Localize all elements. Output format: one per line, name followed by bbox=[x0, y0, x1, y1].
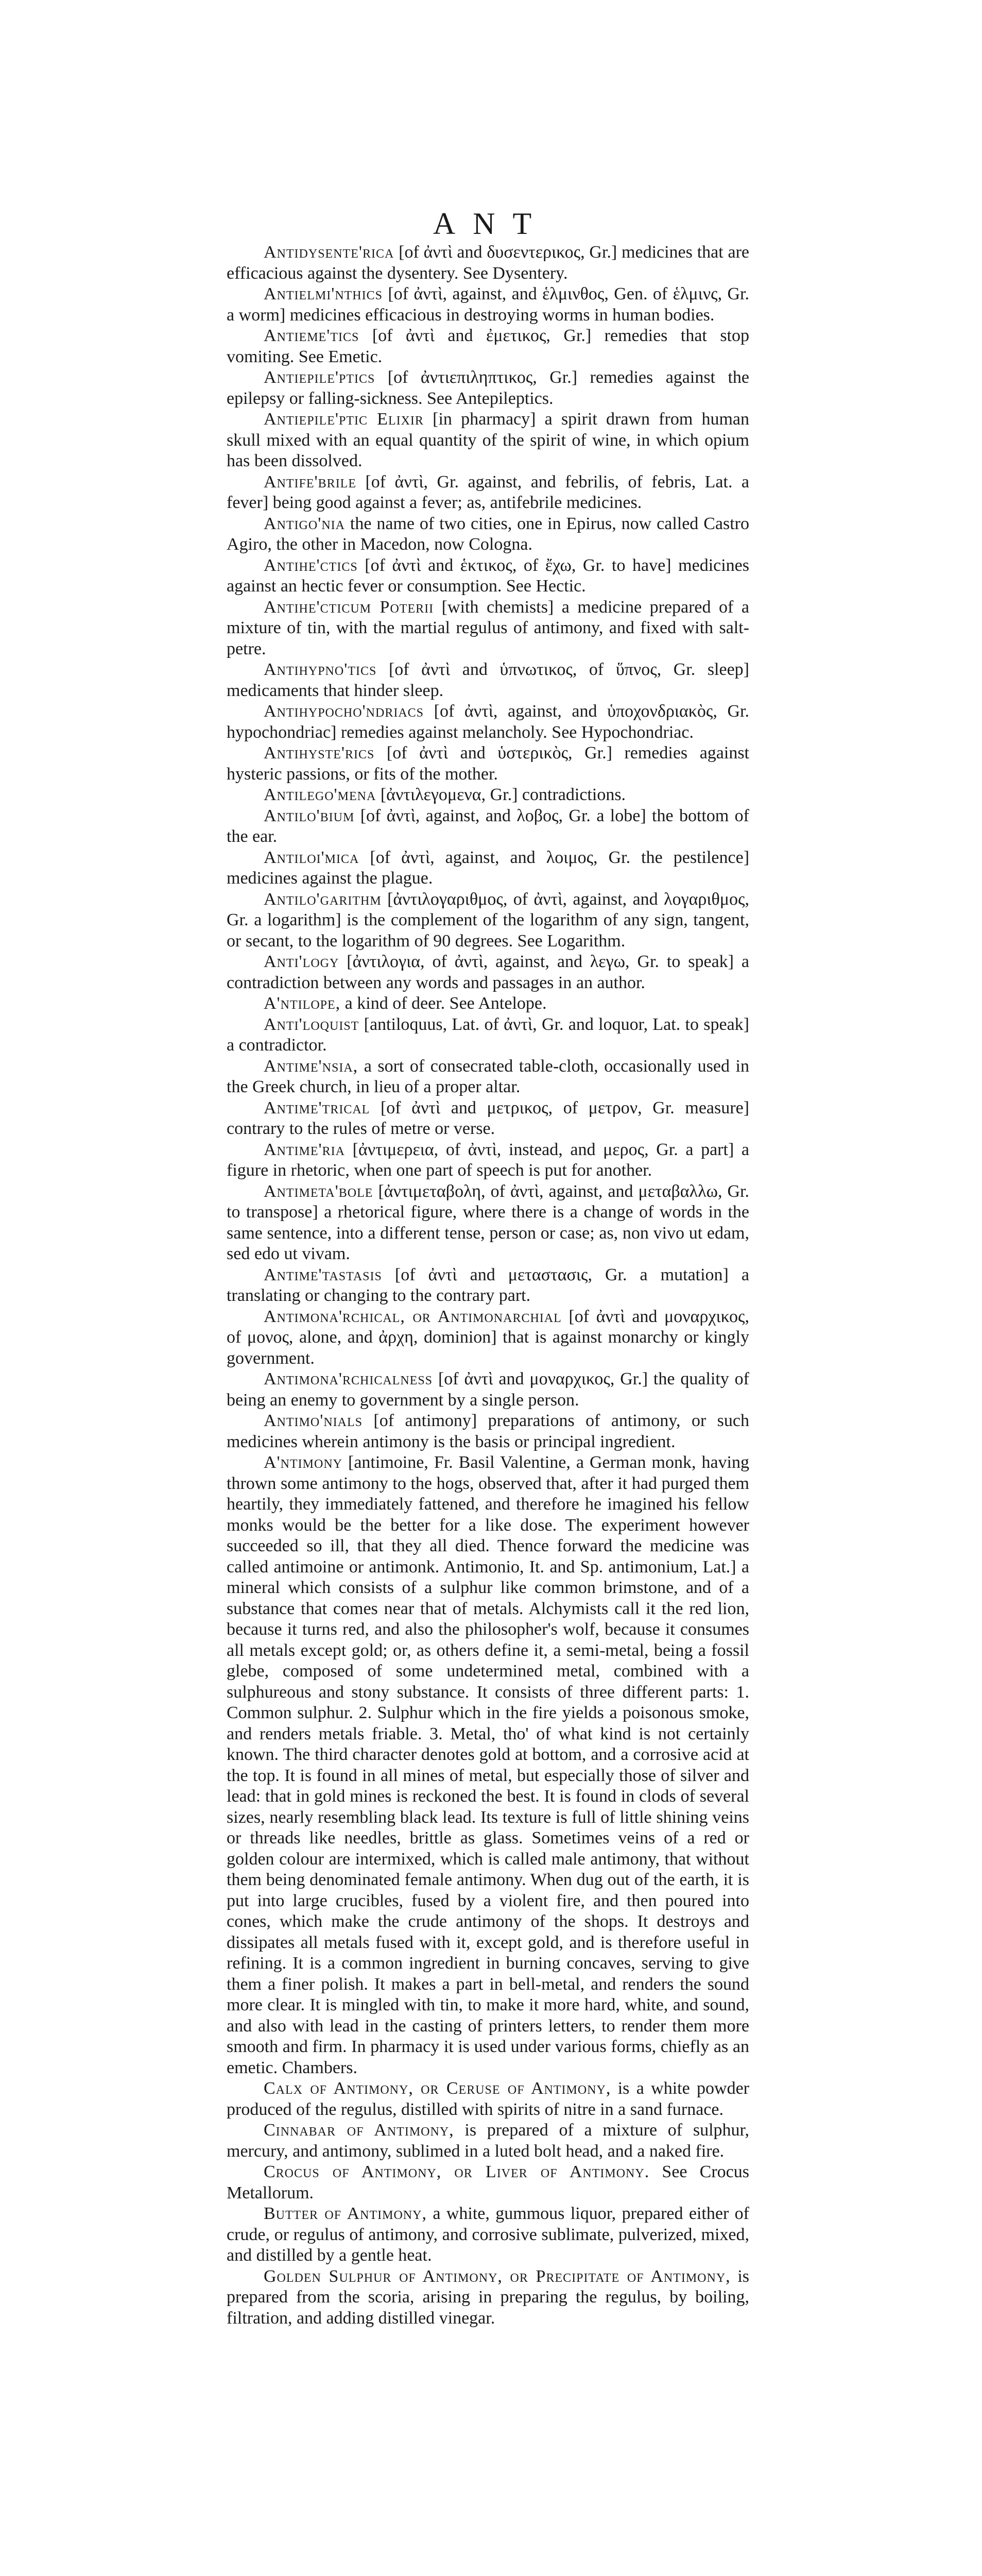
entry-definition: [ἀντιμερεια, of ἀντὶ, instead, and μερος, Gr. a part] a figure in rhetoric, when one part of speech is put for another. bbox=[227, 1140, 750, 1180]
entry-headword: Antime'ria bbox=[264, 1140, 345, 1159]
entry-headword: Crocus of Antimony, or Liver of Antimony. bbox=[264, 2162, 650, 2181]
entry-definition: [of ἀντὶ, against, and λοβος, Gr. a lobe] the bottom of the ear. bbox=[227, 806, 750, 846]
entry-headword: Antiepile'ptic Elixir bbox=[264, 410, 424, 429]
dictionary-entry bbox=[227, 367, 749, 409]
entry-definition: [antiloquus, Lat. of ἀντὶ, Gr. and loquor, Lat. to speak] a contradictor. bbox=[227, 1014, 750, 1055]
dictionary-entry bbox=[227, 472, 749, 514]
dictionary-entry bbox=[227, 2204, 749, 2266]
entry-definition: [of ἀντὶ and μοναρχικος, of μονος, alone, and ἀρχη, dominion] that is against monarchy or kingly government. bbox=[227, 1307, 750, 1368]
entry-definition: [ἀντιμεταβολη, of ἀντὶ, against, and μεταβαλλω, Gr. to transpose] a rhetorical figure, where there is a change of words in the same sentence, into a different tense, person or case; as, non vivo ut edam, sed edo ut vivam. bbox=[227, 1181, 750, 1263]
dictionary-entry bbox=[227, 2120, 749, 2162]
dictionary-entry bbox=[227, 1056, 749, 1098]
entry-definition: [ἀντιλογια, of ἀντὶ, against, and λεγω, Gr. to speak] a contradiction between any words and passages in an author. bbox=[227, 952, 749, 992]
dictionary-entry bbox=[227, 1140, 749, 1181]
entry-headword: Cinnabar of Antimony, bbox=[264, 2121, 454, 2140]
dictionary-entry bbox=[227, 1014, 749, 1056]
entry-definition: [of ἀντὶ and δυσεντερικος, Gr.] medicines that are efficacious against the dysentery. See Dysentery. bbox=[227, 243, 750, 283]
dictionary-entry bbox=[227, 2162, 749, 2204]
entry-definition: [of ἀντὶ and μεταστασις, Gr. a mutation] a translating or changing to the contrary part. bbox=[227, 1265, 750, 1305]
entry-headword: Antime'tastasis bbox=[264, 1265, 382, 1284]
entry-headword: Antimona'rchical, or Antimonarchial bbox=[264, 1307, 562, 1326]
entry-definition: is prepared from the scoria, arising in preparing the regulus, by boiling, filtration, and adding distilled vinegar. bbox=[227, 2266, 750, 2328]
text-column bbox=[227, 242, 749, 2329]
entry-definition: [ἀντιλογαριθμος, of ἀντὶ, against, and λογαριθμος, Gr. a logarithm] is the complement of the logarithm of any sign, tangent, or secant, to the logarithm of 90 degrees. See Logarithm. bbox=[227, 889, 750, 951]
dictionary-entry bbox=[227, 952, 749, 993]
entry-definition: [of antimony] preparations of antimony, or such medicines wherein antimony is the basis or principal ingredient. bbox=[227, 1411, 749, 1451]
dictionary-entry bbox=[227, 848, 749, 889]
entry-definition: [of ἀντὶ, against, and λοιμος, Gr. the pestilence] medicines against the plague. bbox=[227, 848, 750, 888]
dictionary-entry bbox=[227, 284, 749, 326]
dictionary-entry bbox=[227, 2078, 749, 2120]
entry-definition: [of ἀντὶ and μοναρχικος, Gr.] the quality of being an enemy to government by a single person. bbox=[227, 1369, 749, 1410]
entry-headword: Calx of Antimony, or Ceruse of Antimony, bbox=[264, 2079, 611, 2098]
entry-definition: [of ἀντὶ, Gr. against, and febrilis, of febris, Lat. a fever] being good against a fever; as, antifebrile medicines. bbox=[227, 472, 749, 512]
entry-headword: Golden Sulphur of Antimony, or Precipitate of Antimony, bbox=[264, 2266, 731, 2286]
entry-definition: [of ἀντὶ and ὑπνωτικος, of ὕπνος, Gr. sleep] medicaments that hinder sleep. bbox=[227, 660, 749, 700]
entry-headword: Antihe'cticum Poterii bbox=[264, 597, 434, 617]
running-header: ANT bbox=[433, 207, 549, 241]
entry-headword: Antimona'rchicalness bbox=[264, 1369, 433, 1388]
dictionary-entry bbox=[227, 1452, 749, 2078]
dictionary-entry bbox=[227, 597, 749, 660]
entry-headword: Anti'logy bbox=[264, 952, 339, 971]
dictionary-entry bbox=[227, 701, 749, 743]
dictionary-entry bbox=[227, 1265, 749, 1307]
dictionary-entry bbox=[227, 659, 749, 701]
entry-headword: Antiloi'mica bbox=[264, 848, 359, 867]
entry-headword: Antidysente'rica bbox=[264, 243, 394, 262]
entry-definition: [of ἀντὶ, against, and ὑποχονδριακὸς, Gr. hypochondriac] remedies against melancholy. See Hypochondriac. bbox=[227, 702, 749, 742]
entry-headword: Antilo'bium bbox=[264, 806, 355, 825]
dictionary-entry bbox=[227, 806, 749, 848]
dictionary-entry bbox=[227, 785, 749, 806]
entry-definition: is a white powder produced of the regulus, distilled with spirits of nitre in a sand furnace. bbox=[227, 2079, 750, 2119]
entry-headword: Antiepile'ptics bbox=[264, 368, 375, 387]
entry-headword: Antilego'mena bbox=[264, 785, 376, 804]
entry-definition: [ἀντιλεγομενα, Gr.] contradictions. bbox=[380, 785, 626, 804]
entry-headword: Antife'brile bbox=[264, 472, 356, 492]
entry-definition: [of ἀντὶ and ἐμετικος, Gr.] remedies that stop vomiting. See Emetic. bbox=[227, 326, 750, 366]
entry-headword: Antihypno'tics bbox=[264, 660, 377, 679]
entry-definition: [in pharmacy] a spirit drawn from human skull mixed with an equal quantity of the spirit of wine, in which opium has been dissolved. bbox=[227, 410, 749, 470]
dictionary-entry bbox=[227, 242, 749, 284]
entry-definition: [of ἀντιεπιληπτικος, Gr.] remedies against the epilepsy or falling-sickness. See Antepileptics. bbox=[227, 368, 750, 408]
dictionary-entry bbox=[227, 1369, 749, 1411]
entry-headword: Antieme'tics bbox=[264, 326, 359, 345]
dictionary-entry bbox=[227, 326, 749, 367]
entry-definition: is prepared of a mixture of sulphur, mercury, and antimony, sublimed in a luted bolt head, and a naked fire. bbox=[227, 2121, 749, 2161]
entry-definition: a sort of consecrated table-cloth, occasionally used in the Greek church, in lieu of a proper altar. bbox=[227, 1056, 749, 1096]
entry-headword: Antime'trical bbox=[264, 1098, 370, 1117]
dictionary-entry bbox=[227, 1098, 749, 1140]
entry-headword: Antimo'nials bbox=[264, 1411, 363, 1430]
entry-headword: Antigo'nia bbox=[264, 514, 345, 533]
entry-definition: [of ἀντὶ and μετρικος, of μετρον, Gr. measure] contrary to the rules of metre or verse. bbox=[227, 1098, 749, 1138]
dictionary-entry bbox=[227, 889, 749, 952]
dictionary-entry bbox=[227, 2266, 749, 2329]
entry-definition: [of ἀντὶ and ὑστερικὸς, Gr.] remedies against hysteric passions, or fits of the mother. bbox=[227, 743, 749, 784]
dictionary-entry bbox=[227, 409, 749, 472]
dictionary-entry bbox=[227, 1307, 749, 1369]
entry-definition: the name of two cities, one in Epirus, now called Castro Agiro, the other in Macedon, now Cologna. bbox=[227, 514, 749, 554]
dictionary-entry bbox=[227, 555, 749, 597]
entry-headword: Antihypocho'ndriacs bbox=[264, 702, 424, 721]
entry-headword: Antielmi'nthics bbox=[264, 284, 383, 303]
entry-definition: a kind of deer. See Antelope. bbox=[344, 994, 547, 1013]
dictionary-entry bbox=[227, 1411, 749, 1452]
dictionary-entry bbox=[227, 1181, 749, 1265]
entry-headword: Anti'loquist bbox=[264, 1014, 359, 1034]
entry-headword: Antilo'garithm bbox=[264, 889, 382, 909]
entry-headword: Antihyste'rics bbox=[264, 743, 375, 762]
dictionary-entry bbox=[227, 743, 749, 785]
entry-headword: Antimeta'bole bbox=[264, 1181, 373, 1201]
entry-definition: [with chemists] a medicine prepared of a mixture of tin, with the martial regulus of antimony, and fixed with salt-petre. bbox=[227, 597, 749, 658]
entry-headword: Antime'nsia, bbox=[264, 1056, 358, 1076]
entry-headword: A'ntilope, bbox=[264, 994, 341, 1013]
entry-definition: [of ἀντὶ and ἑκτικος, of ἔχω, Gr. to have] medicines against an hectic fever or consumption. See Hectic. bbox=[227, 555, 749, 596]
entry-headword: Antihe'ctics bbox=[264, 555, 358, 575]
entry-definition: See Crocus Metallorum. bbox=[227, 2162, 749, 2202]
entry-definition: [of ἀντὶ, against, and ἑλμινθος, Gen. of ἑλμινς, Gr. a worm] medicines efficacious in destroying worms in human bodies. bbox=[227, 284, 749, 325]
entry-definition: a white, gummous liquor, prepared either of crude, or regulus of antimony, and corrosive sublimate, pulverized, mixed, and distilled by a gentle heat. bbox=[227, 2204, 749, 2265]
entry-definition: [antimoine, Fr. Basil Valentine, a German monk, having thrown some antimony to the hogs, observed that, after it had purged them heartily, they immediately fattened, and therefore he imagined his fellow monks would be the better for a like dose. The experiment however succeeded so ill, that they all died. Thence forward the medicine was called antimoine or antimonk. Antimonio, It. and Sp. antimonium, Lat.] a mineral which consists of a sulphur like common brimstone, and of a substance that comes near that of metals. Alchymists call it the red lion, because it turns red, and also the philosopher's wolf, because it consumes all metals except gold; or, as others define it, a semi-metal, being a fossil glebe, composed of some undetermined metal, combined with a sulphureous and stony substance. It consists of three different parts: 1. Common sulphur. 2. Sulphur which in the fire yields a poisonous smoke, and renders metals friable. 3. Metal, tho' of what kind is not certainly known. The third character denotes gold at bottom, and a corrosive acid at the top. It is found in all mines of metal, but especially those of silver and lead: that in gold mines is reckoned the best. It is found in clods of several sizes, nearly resembling black lead. Its texture is full of little shining veins or threads like needles, brittle as glass. Sometimes veins of a red or golden colour are intermixed, which is called male antimony, that without them being denominated female antimony. When dug out of the earth, it is put into large crucibles, fused by a violent fire, and then poured into cones, which make the crude antimony of the shops. It destroys and dissipates all metals fused with it, except gold, and is therefore useful in refining. It is a common ingredient in burning concaves, serving to give them a finer polish. It makes a part in bell-metal, and renders the sound more clear. It is mingled with tin, to make it more hard, white, and sound, and also with lead in the casting of printers letters, to render them more smooth and firm. In pharmacy it is used under various forms, chiefly as an emetic. Chambers. bbox=[227, 1453, 749, 2077]
entry-headword: Butter of Antimony, bbox=[264, 2204, 427, 2223]
dictionary-entry bbox=[227, 514, 749, 555]
entry-headword: A'ntimony bbox=[264, 1453, 342, 1472]
dictionary-entry bbox=[227, 993, 749, 1014]
